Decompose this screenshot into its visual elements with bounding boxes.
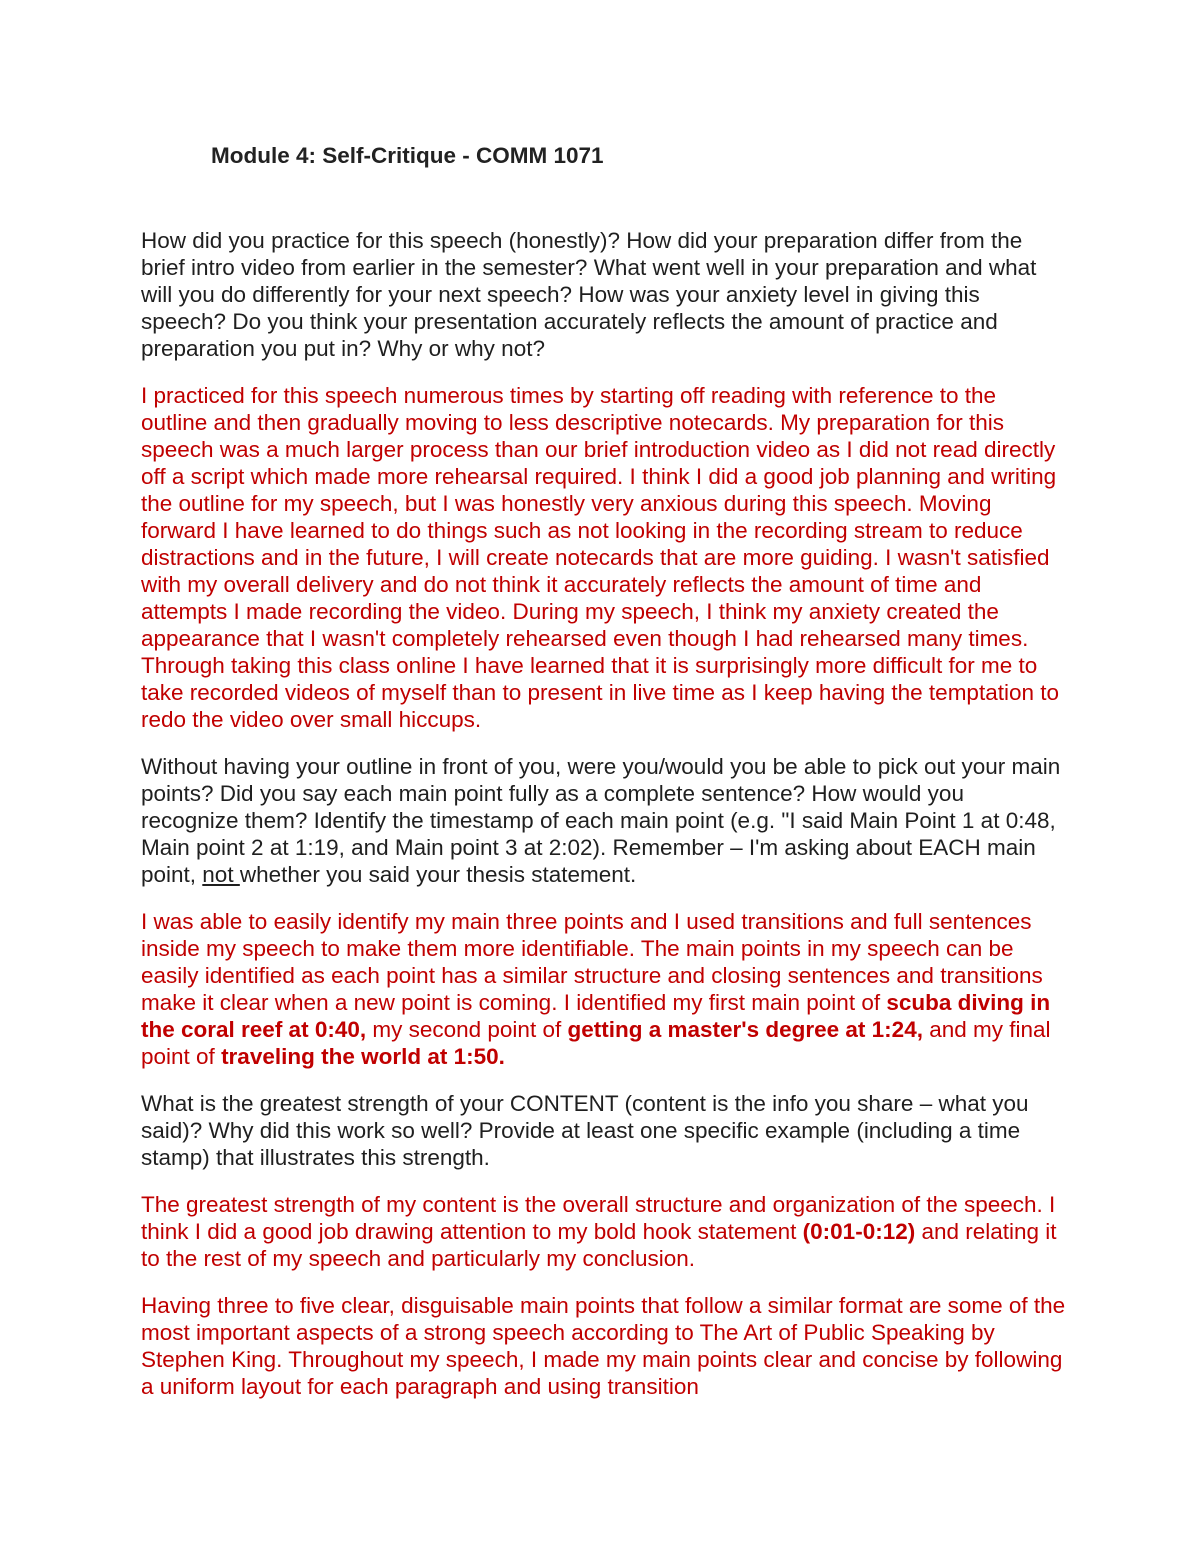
question-2-text-end: whether you said your thesis statement. bbox=[239, 862, 637, 887]
answer-3 bbox=[141, 1191, 1066, 1272]
document-page bbox=[141, 139, 1066, 1400]
question-2-text: Without having your outline in front of you, were you/would you be able to pick out your main points? Did you say each main point fully as a complete sentence? How would you recognize them? Identify the timestamp of each main point (e.g. "I said Main Point 1 at 0:48, Main point 2 at 1:19, and Main point 3 at 2:02). Remember – I'm asking about EACH main point, bbox=[141, 754, 1061, 887]
answer-4: Having three to five clear, disguisable main points that follow a similar format are some of the most important aspects of a strong speech according to The Art of Public Speaking by Stephen King. Throughout my speech, I made my main points clear and concise by following a uniform layout for each paragraph and using transition bbox=[141, 1293, 1066, 1399]
answer-2-mid-1: my second point of bbox=[366, 1017, 568, 1042]
main-point-2: getting a master's degree at 1:24, bbox=[567, 1017, 923, 1042]
document-title: Module 4: Self-Critique - COMM 1071 bbox=[211, 143, 604, 168]
main-point-3: traveling the world at 1:50. bbox=[221, 1044, 505, 1069]
answer-1: I practiced for this speech numerous times by starting off reading with reference to the outline and then gradually moving to less descriptive notecards. My preparation for this speech was a much larger process than our brief introduction video as I did not read directly off a script which made more rehearsal required. I think I did a good job planning and writing the outline for my speech, but I was honestly very anxious during this speech. Moving forward I have learned to do things such as not looking in the recording stream to reduce distractions and in the future, I will create notecards that are more guiding. I wasn't satisfied with my overall delivery and do not think it accurately reflects the amount of time and attempts I made recording the video. During my speech, I think my anxiety created the appearance that I wasn't completely rehearsed even though I had rehearsed many times. Through taking this class online I have learned that it is surprisingly more difficult for me to take recorded videos of myself than to present in live time as I keep having the temptation to redo the video over small hiccups. bbox=[141, 383, 1060, 732]
answer-2 bbox=[141, 908, 1066, 1070]
answer-2-mid-2: and my final point of bbox=[141, 1017, 1051, 1069]
question-2 bbox=[141, 753, 1066, 888]
answer-3-text-end: and relating it to the rest of my speech and particularly my conclusion. bbox=[141, 1219, 1057, 1271]
hook-timestamp: (0:01-0:12) bbox=[802, 1219, 916, 1244]
main-point-1: scuba diving in the coral reef at 0:40, bbox=[141, 990, 1051, 1042]
answer-2-intro: I was able to easily identify my main three points and I used transitions and full sentences inside my speech to make them more identifiable. The main points in my speech can be easily identified as each point has a similar structure and closing sentences and transitions make it clear when a new point is coming. I identified my first main point of bbox=[141, 909, 1043, 1015]
answer-3-text: The greatest strength of my content is the overall structure and organization of the speech. I think I did a good job drawing attention to my bold hook statement bbox=[141, 1192, 1056, 1244]
question-3: What is the greatest strength of your CONTENT (content is the info you share – what you said)? Why did this work so well? Provide at least one specific example (including a time stamp) that illustrates this strength. bbox=[141, 1091, 1029, 1170]
underlined-word: not bbox=[202, 862, 240, 887]
question-1: How did you practice for this speech (honestly)? How did your preparation differ from the brief intro video from earlier in the semester? What went well in your preparation and what will you do differently for your next speech? How was your anxiety level in giving this speech? Do you think your presentation accurately reflects the amount of practice and preparation you put in? Why or why not? bbox=[141, 228, 1037, 361]
